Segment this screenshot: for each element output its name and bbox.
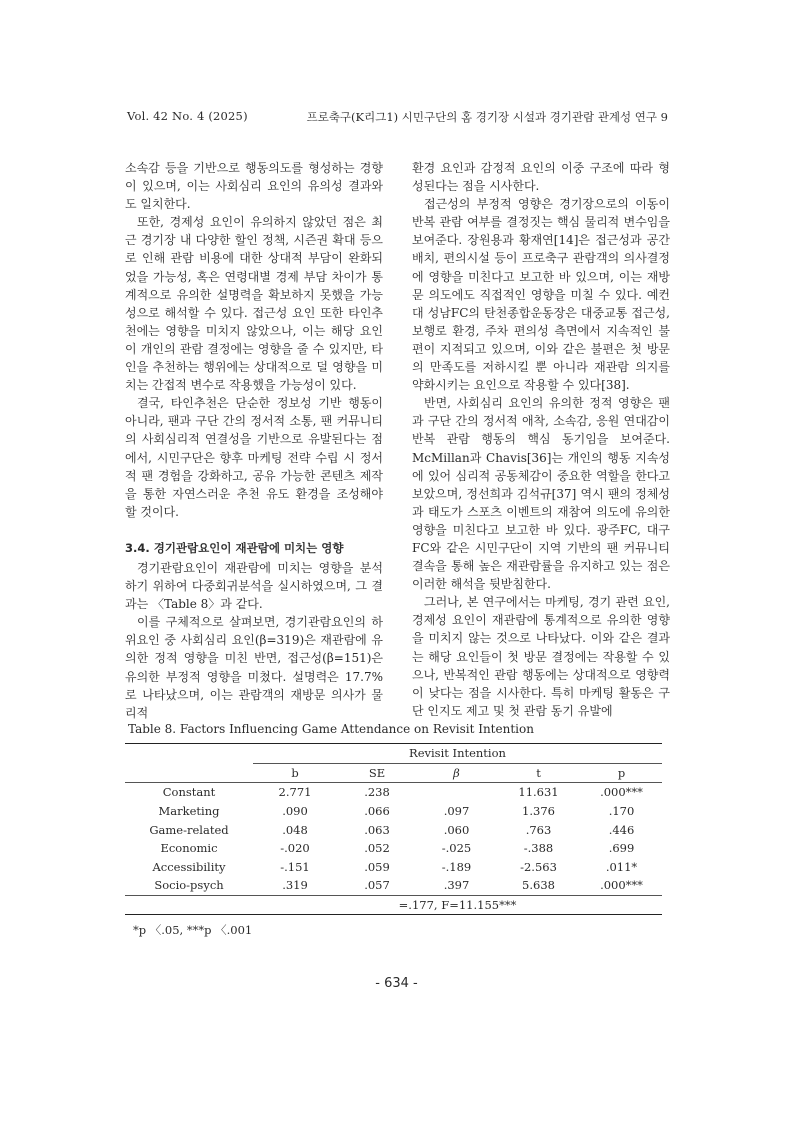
row-label: Marketing: [158, 804, 220, 819]
table-row: [125, 820, 662, 839]
table-header-cell: SE: [337, 763, 417, 783]
table-header-cell: [125, 763, 253, 783]
cell-p: .446: [608, 822, 635, 837]
cell-beta: -.025: [441, 841, 472, 856]
cell-p: .011*: [605, 859, 638, 874]
right-column: [412, 159, 670, 720]
paragraph: 접근성의 부정적 영향은 경기장으로의 이동이 반복 관람 여부를 결정짓는 핵심 물리적 변수임을 보여준다. 장원용과 황재연[14]은 접근성과 공간 배치, 편의시설 등이 프로축구 관람객의 의사결정에 영향을 미친다고 보고한 바 있으며, 이는 재방문 의도에도 직접적인 영향을 미칠 수 있다. 예컨대 성남FC의 탄천종합운동장은 대중교통 접근성, 보행로 환경, 주차 편의성 측면에서 지속적인 불편이 지적되고 있으며, 이와 같은 불편은 첫 방문의 만족도를 저하시킬 뿐 아니라 재관람 의지를 약화시키는 요인으로 작용할 수 있다[38].: [412, 197, 670, 393]
table-row: [125, 802, 662, 821]
table-column-header-row: [125, 763, 662, 783]
cell-beta: .097: [443, 804, 470, 819]
paragraph: 경기관람요인이 재관람에 미치는 영향을 분석하기 위하여 다중회귀분석을 실시하였으며, 그 결과는 〈Table 8〉과 같다.: [125, 560, 383, 612]
table-note: *p 〈.05, ***p 〈.001: [133, 923, 253, 937]
paragraph: 결국, 타인추천은 단순한 정보성 기반 행동이 아니라, 팬과 구단 간의 정서적 소통, 팬 커뮤니티의 사회심리적 연결성을 기반으로 유발된다는 점에서, 시민구단은 향후 마케팅 전략 수립 시 정서적 팬 경험을 강화하고, 공유 가능한 콘텐츠 제작을 통한 자연스러운 추천 유도 환경을 조성해야 할 것이다.: [125, 396, 383, 519]
paragraph: 그러나, 본 연구에서는 마케팅, 경기 관련 요인, 경제성 요인이 재관람에 통계적으로 유의한 영향을 미치지 않는 것으로 나타났다. 이와 같은 결과는 해당 요인들이 첫 방문 결정에는 작용할 수 있으나, 반복적인 관람 행동에는 상대적으로 영향력이 낮다는 점을 시사한다. 특히 마케팅 활동은 구단 인지도 제고 및 첫 관람 동기 유발에: [412, 595, 670, 718]
cell-se: .057: [337, 876, 417, 895]
cell-t: -.388: [523, 841, 554, 856]
cell-se: .063: [364, 822, 390, 837]
row-label: Economic: [160, 841, 218, 856]
cell-t: 11.631: [518, 785, 559, 800]
cell-b: 2.771: [278, 785, 312, 800]
cell-p: .699: [608, 841, 635, 856]
cell-p: .000***: [600, 785, 643, 800]
cell-t: .763: [525, 822, 552, 837]
row-label: Constant: [162, 785, 216, 800]
table-fit-label-cell: [125, 895, 253, 915]
cell-beta: .060: [443, 822, 470, 837]
table-group-header-row: [125, 744, 662, 764]
table-header-cell: t: [496, 763, 581, 783]
table-fit-row: [125, 895, 662, 915]
row-label: Game-related: [149, 822, 229, 837]
paragraph: 소속감 등을 기반으로 행동의도를 형성하는 경향이 있으며, 이는 사회심리 요인의 유의성 결과와도 일치한다.: [125, 161, 383, 212]
cell-p: .000***: [581, 876, 662, 895]
cell-se: .059: [364, 859, 390, 874]
table-caption: Table 8. Factors Influencing Game Attendance on Revisit Intention: [128, 722, 534, 736]
cell-t: 5.638: [496, 876, 581, 895]
model-fit-stats: =.177, F=11.155***: [253, 895, 662, 915]
cell-t: -2.563: [520, 859, 557, 874]
row-label: Socio-psych: [125, 876, 253, 895]
cell-beta: [417, 783, 496, 802]
regression-table: [125, 743, 662, 915]
table-row: [125, 783, 662, 802]
table-group-header: Revisit Intention: [253, 744, 662, 764]
cell-b: .048: [282, 822, 308, 837]
cell-b: .319: [253, 876, 337, 895]
cell-beta: -.189: [441, 859, 472, 874]
running-header-title: 프로축구(K리그1) 시민구단의 홈 경기장 시설과 경기관람 관계성 연구 9: [306, 110, 668, 124]
cell-se: .066: [364, 804, 390, 819]
cell-t: 1.376: [522, 804, 555, 819]
page-number: - 634 -: [375, 976, 418, 991]
table-header-cell: b: [253, 763, 337, 783]
paragraph: 반면, 사회심리 요인의 유의한 정적 영향은 팬과 구단 간의 정서적 애착, 소속감, 응원 연대감이 반복 관람 행동의 핵심 동기임을 보여준다. McMillan과 Chavis[36]는 개인의 행동 지속성에 있어 심리적 공동체감이 중요한 역할을 한다고 보았으며, 정선희과 김석규[37] 역시 팬의 정체성과 태도가 스포츠 이벤트의 재참여 의도에 유의한 영향을 미친다고 보고한 바 있다. 광주FC, 대구FC와 같은 시민구단이 지역 기반의 팬 커뮤니티 결속을 통해 높은 재관람률을 유지하고 있는 점은 이러한 해석을 뒷받침한다.: [412, 396, 670, 592]
cell-se: .238: [364, 785, 390, 800]
table-row: [125, 876, 662, 895]
running-header-volume: Vol. 42 No. 4 (2025): [127, 109, 248, 123]
cell-b: -.020: [280, 841, 310, 856]
left-column: [125, 159, 383, 722]
paragraph: 또한, 경제성 요인이 유의하지 않았던 점은 최근 경기장 내 다양한 할인 정책, 시즌권 확대 등으로 인해 관람 비용에 대한 상대적 부담이 완화되었을 가능성, 혹은 연령대별 경제 부담 차이가 통계적으로 유의한 설명력을 확보하지 못했을 가능성으로 해석할 수 있다. 접근성 요인 또한 타인추천에는 영향을 미치지 않았으나, 이는 해당 요인이 개인의 관람 결정에는 영향을 줄 수 있지만, 타인을 추천하는 행위에는 상대적으로 덜 영향을 미치는 간접적 변수로 작용했을 가능성이 있다.: [125, 215, 383, 393]
row-label: Accessibility: [152, 859, 226, 874]
table-row: [125, 839, 662, 858]
cell-beta: .397: [417, 876, 496, 895]
cell-b: -.151: [280, 859, 310, 874]
cell-b: .090: [282, 804, 308, 819]
cell-p: .170: [608, 804, 635, 819]
paragraph: 이를 구체적으로 살펴보면, 경기관람요인의 하위요인 중 사회심리 요인(β=319)은 재관람에 유의한 정적 영향을 미친 반면, 접근성(β=151)은 유의한 부정적 영향을 미쳤다. 설명력은 17.7%로 나타났으며, 이는 관람객의 재방문 의사가 물리적: [125, 615, 383, 720]
paragraph: 환경 요인과 감정적 요인의 이중 구조에 따라 형성된다는 점을 시사한다.: [412, 161, 670, 194]
table-corner-cell: [125, 744, 253, 764]
cell-se: .052: [364, 841, 390, 856]
section-heading: 3.4. 경기관람요인이 재관람에 미치는 영향: [125, 540, 344, 555]
table-header-cell: β: [417, 763, 496, 783]
table-header-cell: p: [581, 763, 662, 783]
table-row: [125, 858, 662, 877]
